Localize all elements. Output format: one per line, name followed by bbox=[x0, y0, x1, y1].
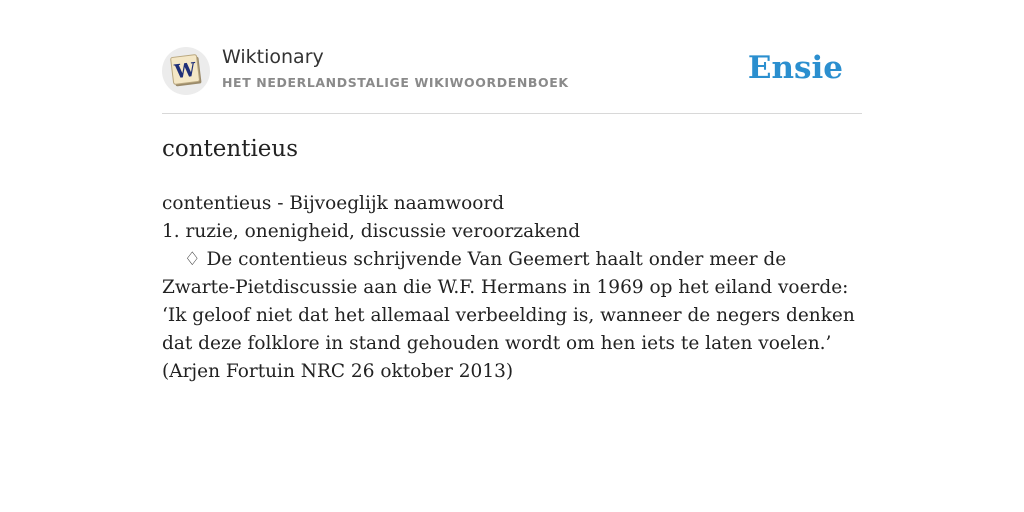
site-header bbox=[162, 0, 862, 114]
wiktionary-logo-icon[interactable] bbox=[162, 47, 210, 95]
sense-example: ♢ De contentieus schrijvende Van Geemert haalt onder meer de Zwarte-Pietdiscussie aan die W.F. Hermans in 1969 op het eiland voerde: ‘Ik geloof niet dat het allemaal verbeelding is, wanneer de negers denken dat deze folklore in stand gehouden wordt om hen iets te laten voelen.’ (Arjen Fortuin NRC 26 oktober 2013) bbox=[162, 249, 855, 382]
definition-header: contentieus - Bijvoeglijk naamwoord bbox=[162, 193, 505, 214]
page-title: contentieus bbox=[162, 136, 299, 162]
svg-text:W: W bbox=[173, 58, 198, 84]
entry-content bbox=[162, 190, 862, 386]
ensie-brand-link[interactable]: Ensie bbox=[747, 50, 843, 86]
wiktionary-tile-icon bbox=[162, 47, 210, 95]
site-name[interactable]: Wiktionary bbox=[222, 46, 324, 68]
sense-definition: 1. ruzie, onenigheid, discussie veroorzakend bbox=[162, 221, 581, 242]
page bbox=[162, 0, 862, 382]
site-tagline: HET NEDERLANDSTALIGE WIKIWOORDENBOEK bbox=[222, 75, 569, 90]
